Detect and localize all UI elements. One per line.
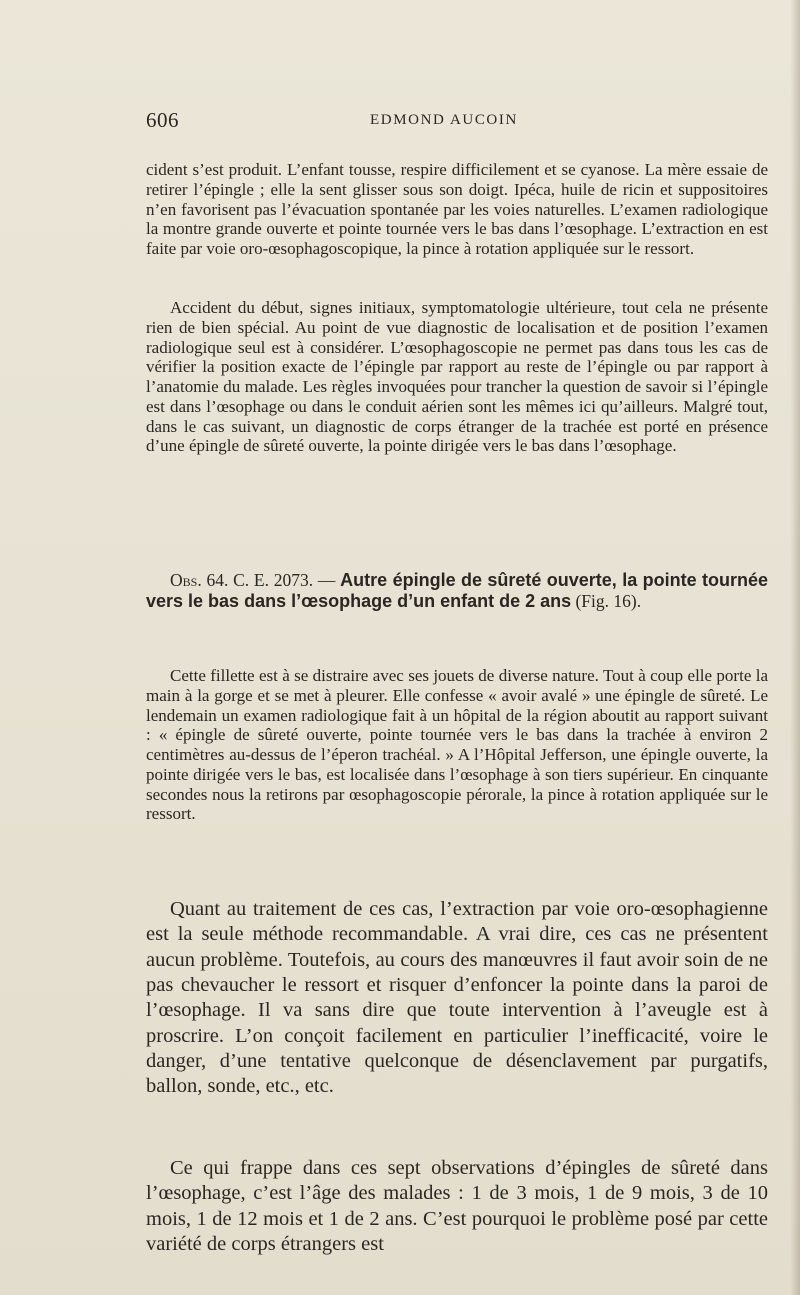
paragraph-text: cident s’est produit. L’enfant tousse, respire difficilement et se cyanose. La mère essaie de retirer l’épingle ; elle la sent glisser sous son doigt. Ipéca, huile de ricin et suppositoires n’en favorisent pas l’évacuation spontanée par les voies naturelles. L’examen radiologique la montre grande ouverte et pointe tournée vers le bas dans l’œsophage. L’extraction en est faite par voie oro-œsophagoscopique, la pince à rotation appliquée sur le ressort. <box>146 160 768 258</box>
figure-reference: (Fig. 16). <box>575 590 642 611</box>
observation-heading <box>146 570 768 611</box>
page-edge-shadow <box>790 0 800 1295</box>
paragraph-text: Ce qui frappe dans ces sept observations d’épingles de sûreté dans l’œsophage, c’est l’âge des malades : 1 de 3 mois, 1 de 9 mois, 3 de 10 mois, 1 de 12 mois et 1 de 2 ans. C’est pourquoi le problème posé par cette variété de corps étrangers est <box>146 1157 768 1256</box>
page-number: 606 <box>146 108 179 132</box>
paragraph-age-summary <box>146 1156 768 1257</box>
paragraph-case-continuation <box>146 160 768 259</box>
observation-number: 64. C. E. 2073. — <box>206 570 336 590</box>
observation-lead: Obs. <box>170 570 202 590</box>
paragraph-text: Quant au traitement de ces cas, l’extraction par voie oro-œsophagienne est la seule méthode recommandable. A vrai dire, ces cas ne présentent aucun problème. Toutefois, au cours des manœuvres il faut avoir soin de ne pas chevaucher le ressort et risquer d’enfoncer la pointe dans la paroi de l’œsophage. Il va sans dire que toute intervention à l’aveugle est à proscrire. L’on conçoit facilement en particulier l’inefficacité, voire le danger, d’une tentative quelconque de désenclavement par purgatifs, ballon, sonde, etc., etc. <box>146 898 768 1098</box>
page-header <box>146 108 768 142</box>
paragraph-text: Accident du début, signes initiaux, symptomatologie ultérieure, tout cela ne présente rien de bien spécial. Au point de vue diagnostic de localisation et de position l’examen radiologique seul est à considérer. L’œsophagoscopie ne permet pas dans tous les cas de vérifier la position exacte de l’épingle par rapport au reste de l’épingle ou par rapport à l’anatomie du malade. Les règles invoquées pour trancher la question de savoir si l’épingle est dans l’œsophage ou dans le conduit aérien sont les mêmes ici qu’ailleurs. Malgré tout, dans le cas suivant, un diagnostic de corps étranger de la trachée est porté en présence d’une épingle de sûreté ouverte, la pointe dirigée vers le bas dans l’œsophage. <box>146 298 768 456</box>
observation-body <box>146 666 768 824</box>
observation-title: Autre épingle de sûreté ouverte, la pointe tournée vers le bas dans l’œsophage d’un enfant de 2 ans <box>146 570 768 611</box>
running-title: EDMOND AUCOIN <box>370 112 518 128</box>
paragraph-commentary <box>146 298 768 456</box>
paragraph-text: Cette fillette est à se distraire avec ses jouets de diverse nature. Tout à coup elle porte la main à la gorge et se met à pleurer. Elle confesse « avoir avalé » une épingle de sûreté. Le lendemain un examen radiologique fait à un hôpital de la région aboutit au rapport suivant : « épingle de sûreté ouverte, pointe tournée vers le bas dans la trachée à environ 2 centimètres au-dessus de l’éperon trachéal. » A l’Hôpital Jefferson, une épingle ouverte, la pointe dirigée vers le bas, est localisée dans l’œsophage à son tiers supérieur. En cinquante secondes nous la retirons par œsophagoscopie pérorale, la pince à rotation appliquée sur le ressort. <box>146 666 768 824</box>
paragraph-treatment <box>146 897 768 1100</box>
